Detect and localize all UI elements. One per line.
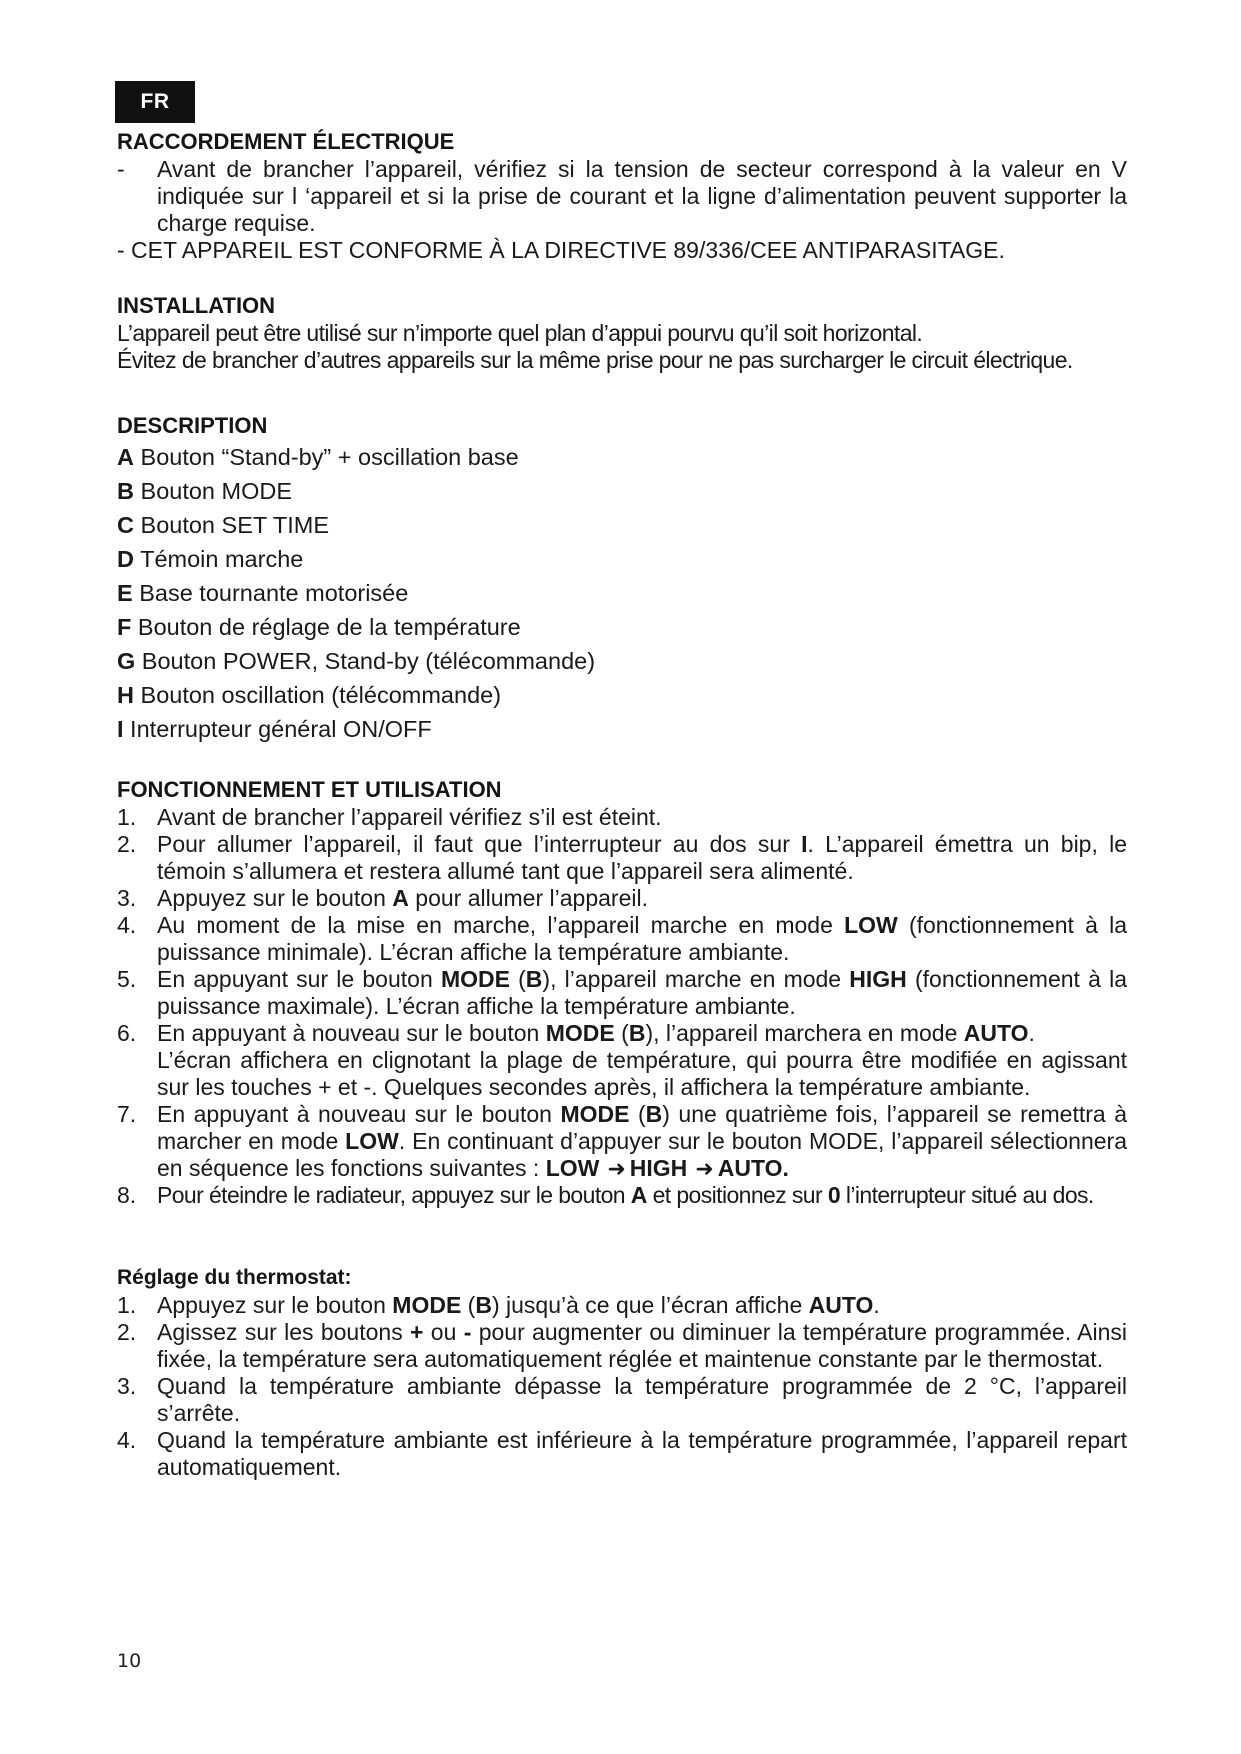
section-reglage bbox=[117, 1264, 1127, 1481]
step-text: ( bbox=[509, 966, 526, 992]
item-letter: E bbox=[117, 580, 133, 606]
step-number: 4. bbox=[117, 912, 137, 938]
step-item bbox=[117, 966, 1127, 1020]
step-emphasis: 0 bbox=[827, 1182, 841, 1208]
section-title: INSTALLATION bbox=[117, 293, 276, 318]
step-number: 3. bbox=[117, 1373, 137, 1399]
step-emphasis: I bbox=[801, 831, 808, 857]
description-item bbox=[117, 610, 1127, 644]
step-emphasis: AUTO bbox=[963, 1020, 1029, 1046]
item-text: Interrupteur général ON/OFF bbox=[123, 716, 432, 742]
step-emphasis: A bbox=[630, 1182, 647, 1208]
step-emphasis: MODE bbox=[560, 1101, 630, 1127]
step-item bbox=[117, 1427, 1127, 1481]
section-title: Réglage du thermostat: bbox=[117, 1266, 352, 1289]
step-emphasis: LOW bbox=[844, 912, 898, 938]
item-letter: A bbox=[117, 444, 134, 470]
step-text: ) une quatrième fois, l’appareil se remettra à marcher en mode bbox=[157, 1101, 1127, 1154]
item-text: Bouton POWER, Stand-by (télécommande) bbox=[135, 648, 596, 674]
step-text: pour augmenter ou diminuer la température programmée. Ainsi fixée, la température sera automatiquement réglée et maintenue constante par le thermostat. bbox=[157, 1319, 1127, 1372]
item-letter: F bbox=[117, 614, 132, 640]
step-emphasis: B bbox=[628, 1020, 646, 1046]
step-text: Quand la température ambiante dépasse la température programmée de 2 °C, l’appareil s’arrête. bbox=[157, 1373, 1127, 1426]
step-number: 6. bbox=[117, 1020, 137, 1046]
description-item bbox=[117, 576, 1127, 610]
item-text: Bouton “Stand-by” + oscillation base bbox=[133, 444, 519, 470]
step-text: Agissez sur les boutons bbox=[157, 1319, 411, 1345]
step-emphasis: + bbox=[410, 1319, 424, 1345]
step-text: ou bbox=[423, 1319, 464, 1345]
step-emphasis: MODE bbox=[392, 1292, 462, 1318]
description-item bbox=[117, 712, 1127, 746]
step-item bbox=[117, 1182, 1127, 1209]
description-item bbox=[117, 678, 1127, 712]
item-text: Bouton SET TIME bbox=[133, 512, 330, 538]
step-emphasis: HIGH bbox=[629, 1155, 688, 1181]
step-text: Au moment de la mise en marche, l’appareil marche en mode bbox=[157, 912, 845, 938]
step-text: En appuyant à nouveau sur le bouton bbox=[157, 1020, 546, 1046]
language-tab: FR bbox=[115, 81, 195, 123]
item-letter: H bbox=[117, 682, 134, 708]
right-arrow-icon: ➜ bbox=[607, 1156, 626, 1181]
step-emphasis: AUTO. bbox=[717, 1155, 789, 1181]
step-text: Pour allumer l’appareil, il faut que l’interrupteur au dos sur bbox=[157, 831, 802, 857]
description-item bbox=[117, 542, 1127, 576]
item-letter: B bbox=[117, 478, 134, 504]
item-text: Base tournante motorisée bbox=[132, 580, 409, 606]
step-text: ), l’appareil marche en mode bbox=[542, 966, 850, 992]
step-item bbox=[117, 804, 1127, 831]
step-emphasis: HIGH bbox=[849, 966, 907, 992]
step-item bbox=[117, 912, 1127, 966]
paragraph: - CET APPAREIL EST CONFORME À LA DIRECTIVE 89/336/CEE ANTIPARASITAGE. bbox=[117, 237, 1005, 263]
step-item bbox=[117, 1319, 1127, 1373]
step-text: . bbox=[1028, 1020, 1035, 1046]
step-text: ( bbox=[461, 1292, 476, 1318]
step-number: 1. bbox=[117, 804, 137, 830]
section-description bbox=[117, 412, 1127, 746]
step-text: Avant de brancher l’appareil vérifiez s’il est éteint. bbox=[157, 804, 662, 830]
item-letter: D bbox=[117, 546, 134, 572]
item-text: Bouton MODE bbox=[133, 478, 293, 504]
step-emphasis: LOW bbox=[545, 1155, 600, 1181]
step-item bbox=[117, 885, 1127, 912]
step-text: ) jusqu’à ce que l’écran affiche bbox=[491, 1292, 809, 1318]
step-emphasis: MODE bbox=[545, 1020, 615, 1046]
section-title: RACCORDEMENT ÉLECTRIQUE bbox=[117, 129, 455, 154]
step-number: 5. bbox=[117, 966, 137, 992]
step-emphasis: - bbox=[463, 1319, 472, 1345]
step-emphasis: LOW bbox=[345, 1128, 399, 1154]
step-text: (fonctionnement à la puissance maximale). L’écran affiche la température ambiante. bbox=[157, 966, 1127, 1019]
paragraph bbox=[117, 156, 1127, 237]
paragraph: Évitez de brancher d’autres appareils sur la même prise pour ne pas surcharger le circuit électrique. bbox=[117, 347, 1073, 373]
step-emphasis: MODE bbox=[440, 966, 510, 992]
dash-marker: - bbox=[117, 156, 125, 182]
step-text: . En continuant d’appuyer sur le bouton MODE, l’appareil sélectionnera en séquence les fonctions suivantes : bbox=[157, 1128, 1127, 1181]
step-text: ( bbox=[614, 1020, 629, 1046]
description-item bbox=[117, 644, 1127, 678]
step-number: 2. bbox=[117, 831, 137, 857]
step-item bbox=[117, 1101, 1127, 1182]
step-number: 1. bbox=[117, 1292, 137, 1318]
step-number: 7. bbox=[117, 1101, 137, 1127]
step-emphasis: B bbox=[645, 1101, 663, 1127]
description-item bbox=[117, 508, 1127, 542]
paragraph: L’appareil peut être utilisé sur n’importe quel plan d’appui pourvu qu’il soit horizontal. bbox=[117, 320, 923, 346]
step-emphasis: A bbox=[392, 885, 409, 911]
step-item bbox=[117, 1373, 1127, 1427]
step-text: Quand la température ambiante est inférieure à la température programmée, l’appareil repart automatiquement. bbox=[157, 1427, 1127, 1480]
step-emphasis: B bbox=[525, 966, 543, 992]
step-text: ( bbox=[629, 1101, 646, 1127]
step-emphasis: B bbox=[475, 1292, 492, 1318]
step-text: . L’appareil émettra un bip, le témoin s’allumera et restera allumé tant que l’appareil sera alimenté. bbox=[157, 831, 1127, 884]
step-text: pour allumer l’appareil. bbox=[408, 885, 648, 911]
step-item bbox=[117, 1292, 1127, 1319]
section-fonctionnement bbox=[117, 776, 1127, 1209]
description-item bbox=[117, 440, 1127, 474]
step-text: (fonctionnement à la puissance minimale). L’écran affiche la température ambiante. bbox=[157, 912, 1127, 965]
step-text: Appuyez sur le bouton bbox=[157, 885, 393, 911]
step-item bbox=[117, 831, 1127, 885]
step-number: 3. bbox=[117, 885, 137, 911]
page-number: 10 bbox=[117, 1650, 142, 1672]
step-number: 4. bbox=[117, 1427, 137, 1453]
item-letter: G bbox=[117, 648, 136, 674]
paragraph-text: Avant de brancher l’appareil, vérifiez si la tension de secteur correspond à la valeur en V indiquée sur l ‘appareil et si la prise de courant et la ligne d’alimentation peuvent supporter la charge requise. bbox=[157, 156, 1127, 236]
step-text: Appuyez sur le bouton bbox=[157, 1292, 393, 1318]
step-text: ), l’appareil marchera en mode bbox=[645, 1020, 964, 1046]
item-letter: C bbox=[117, 512, 134, 538]
item-text: Bouton oscillation (télécommande) bbox=[133, 682, 502, 708]
item-text: Témoin marche bbox=[133, 546, 304, 572]
item-text: Bouton de réglage de la température bbox=[131, 614, 521, 640]
step-item bbox=[117, 1020, 1127, 1101]
section-title: DESCRIPTION bbox=[117, 413, 268, 438]
item-letter: I bbox=[117, 716, 124, 742]
step-text: En appuyant sur le bouton bbox=[157, 966, 441, 992]
step-text: Pour éteindre le radiateur, appuyez sur le bouton bbox=[157, 1182, 631, 1208]
step-text: . bbox=[873, 1292, 880, 1318]
section-installation bbox=[117, 292, 1127, 374]
section-raccordement bbox=[117, 128, 1127, 264]
step-text: l’interrupteur situé au dos. bbox=[840, 1182, 1094, 1208]
step-text: En appuyant à nouveau sur le bouton bbox=[157, 1101, 561, 1127]
step-text: L’écran affichera en clignotant la plage de température, qui pourra être modifiée en agissant sur les touches + et -. Quelques secondes après, il affichera la température ambiante. bbox=[157, 1047, 1127, 1100]
right-arrow-icon: ➜ bbox=[695, 1156, 714, 1181]
section-title: FONCTIONNEMENT ET UTILISATION bbox=[117, 777, 502, 802]
step-number: 8. bbox=[117, 1182, 137, 1208]
step-emphasis: AUTO bbox=[808, 1292, 874, 1318]
step-text: et positionnez sur bbox=[646, 1182, 828, 1208]
step-number: 2. bbox=[117, 1319, 137, 1345]
description-item bbox=[117, 474, 1127, 508]
